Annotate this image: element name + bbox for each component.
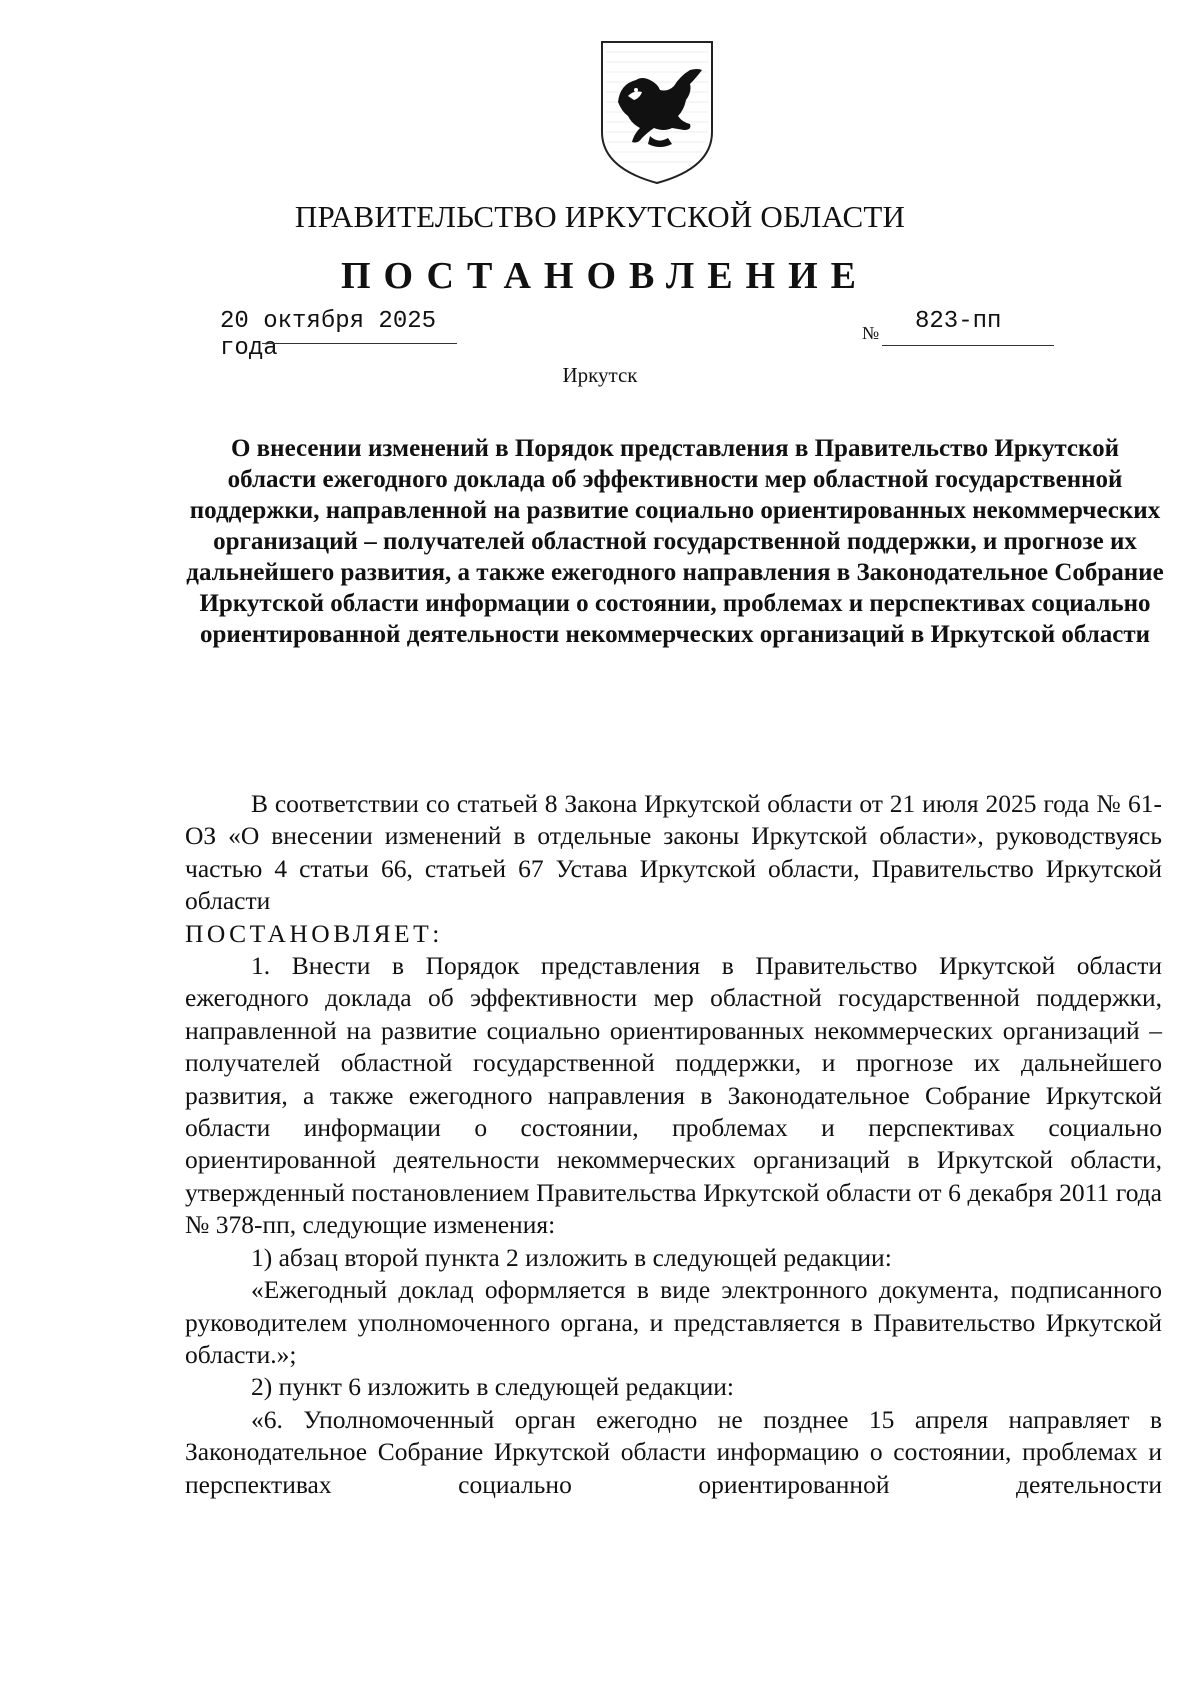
document-body <box>185 788 1162 1501</box>
document-number: 823-пп <box>915 308 1002 335</box>
quote-1-paragraph: «Ежегодный доклад оформляется в виде электронного документа, подписанного руководителем уполномоченного органа, и представляется в Правительство Иркутской области.»; <box>185 1275 1162 1369</box>
document-title: О внесении изменений в Порядок представления в Правительство Иркутской области ежегодного доклада об эффективности мер областной государственной поддержки, направленной на развитие социально ориентированных некоммерческих организаций – получателей областной государственной поддержки, и прогнозе их дальнейшего развития, а также ежегодного направления в Законодательное Собрание Иркутской области информации о состоянии, проблемах и перспективах социально ориентированной деятельности некоммерческих организаций в Иркутской области <box>186 435 1164 648</box>
quote-2-paragraph: «6. Уполномоченный орган ежегодно не позднее 15 апреля направляет в Законодательное Собрание Иркутской области информацию о состоянии, проблемах и перспективах социально ориентированной деятельности <box>185 1404 1162 1499</box>
subitem-1-paragraph: 1) абзац второй пункта 2 изложить в следующей редакции: <box>251 1242 892 1272</box>
subitem-2-paragraph: 2) пункт 6 изложить в следующей редакции: <box>251 1372 734 1402</box>
document-date: 20 октября 2025 года <box>220 308 437 362</box>
document-type-heading: ПОСТАНОВЛЕНИЕ <box>340 255 870 297</box>
number-sign: № <box>862 323 880 343</box>
resolves-keyword: ПОСТАНОВЛЯЕТ: <box>185 918 443 948</box>
irkutsk-coat-of-arms-icon <box>598 40 716 185</box>
organization-name: ПРАВИТЕЛЬСТВО ИРКУТСКОЙ ОБЛАСТИ <box>294 199 906 234</box>
item-1-paragraph: 1. Внести в Порядок представления в Правительство Иркутской области ежегодного доклада об эффективности мер областной государственной поддержки, направленной на развитие социально ориентированных некоммерческих организаций – получателей областной государственной поддержки, и прогнозе их дальнейшего развития, а также ежегодного направления в Законодательное Собрание Иркутской области информации о состоянии, проблемах и перспективах социально ориентированной деятельности некоммерческих организаций в Иркутской области, утвержденный постановлением Правительства Иркутской области от 6 декабря 2011 года № 378-пп, следующие изменения: <box>185 951 1162 1240</box>
preamble-paragraph: В соответствии со статьей 8 Закона Иркутской области от 21 июля 2025 года № 61-ОЗ «О внесении изменений в отдельные законы Иркутской области», руководствуясь частью 4 статьи 66, статьей 67 Устава Иркутской области, Правительство Иркутской области <box>185 789 1162 916</box>
number-underline <box>882 345 1054 346</box>
city-name: Иркутск <box>562 363 638 387</box>
date-underline <box>262 343 457 344</box>
